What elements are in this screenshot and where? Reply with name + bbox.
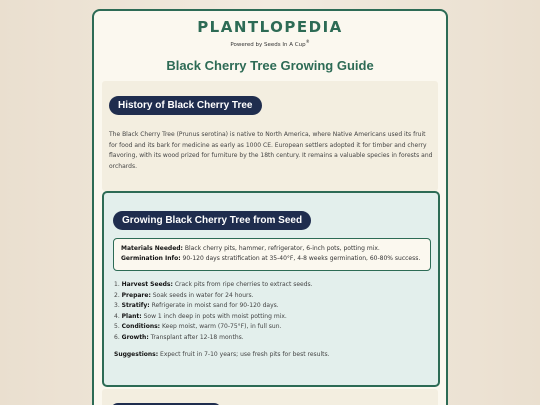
step-number: 2.: [114, 291, 122, 299]
step-item: [114, 291, 313, 302]
step-text: Crack pits from ripe cherries to extract seeds.: [172, 281, 313, 288]
step-label: Growth:: [121, 333, 149, 341]
step-label: Stratify:: [121, 302, 150, 310]
step-label: Plant:: [121, 312, 142, 320]
materials-label: Materials Needed:: [121, 245, 183, 252]
suggestions-value: Expect fruit in 7-10 years; use fresh pits for best results.: [158, 351, 330, 358]
step-text: Transplant after 12-18 months.: [148, 333, 244, 341]
registered-mark: ®: [305, 39, 310, 44]
step-number: 1.: [114, 281, 122, 288]
germination-line: [121, 254, 423, 264]
steps-list: [114, 280, 313, 344]
step-item: [114, 333, 313, 344]
step-item: [114, 301, 313, 312]
step-label: Prepare:: [121, 291, 151, 299]
step-label: Conditions:: [121, 323, 161, 331]
step-number: 3.: [114, 302, 122, 310]
next-section: [102, 389, 438, 405]
history-section: [102, 81, 438, 191]
step-item: [114, 322, 313, 333]
materials-box: [113, 238, 431, 271]
step-text: Soak seeds in water for 24 hours.: [150, 291, 254, 299]
step-label: Harvest Seeds:: [121, 281, 173, 288]
step-text: Refrigerate in moist sand for 90-120 days.: [149, 302, 279, 310]
seed-heading: Growing Black Cherry Tree from Seed: [113, 211, 311, 230]
powered-by: [94, 39, 446, 48]
suggestions-label: Suggestions:: [114, 351, 159, 358]
powered-by-text: Powered by Seeds In A Cup: [230, 41, 306, 48]
step-item: [114, 280, 313, 291]
materials-value: Black cherry pits, hammer, refrigerator, 6-inch pots, potting mix.: [182, 245, 380, 252]
step-text: Sow 1 inch deep in pots with moist potting mix.: [141, 312, 287, 320]
page-title: Black Cherry Tree Growing Guide: [166, 57, 374, 73]
guide-page: [92, 9, 448, 405]
step-item: [114, 312, 313, 323]
step-number: 5.: [114, 323, 122, 331]
history-heading: History of Black Cherry Tree: [109, 96, 262, 115]
seed-section: [102, 191, 440, 387]
step-text: Keep moist, warm (70-75°F), in full sun.: [160, 323, 282, 331]
step-number: 6.: [114, 333, 122, 341]
suggestions: [114, 351, 330, 358]
germination-label: Germination Info:: [121, 255, 181, 262]
materials-line: [121, 244, 423, 254]
history-text: The Black Cherry Tree (Prunus serotina) is native to North America, where Native Americans used its fruit for food and its bark for medicine as early as 1000 CE. European settlers adopted it for timber and cherry flavoring, with its wood prized for furniture by the 18th century. It remains a valuable species in forests and orchards.: [109, 131, 433, 170]
brand-logo[interactable]: PLANTLOPEDIA: [197, 18, 343, 36]
step-number: 4.: [114, 312, 122, 320]
germination-value: 90-120 days stratification at 35-40°F, 4-8 weeks germination, 60-80% success.: [180, 255, 421, 262]
